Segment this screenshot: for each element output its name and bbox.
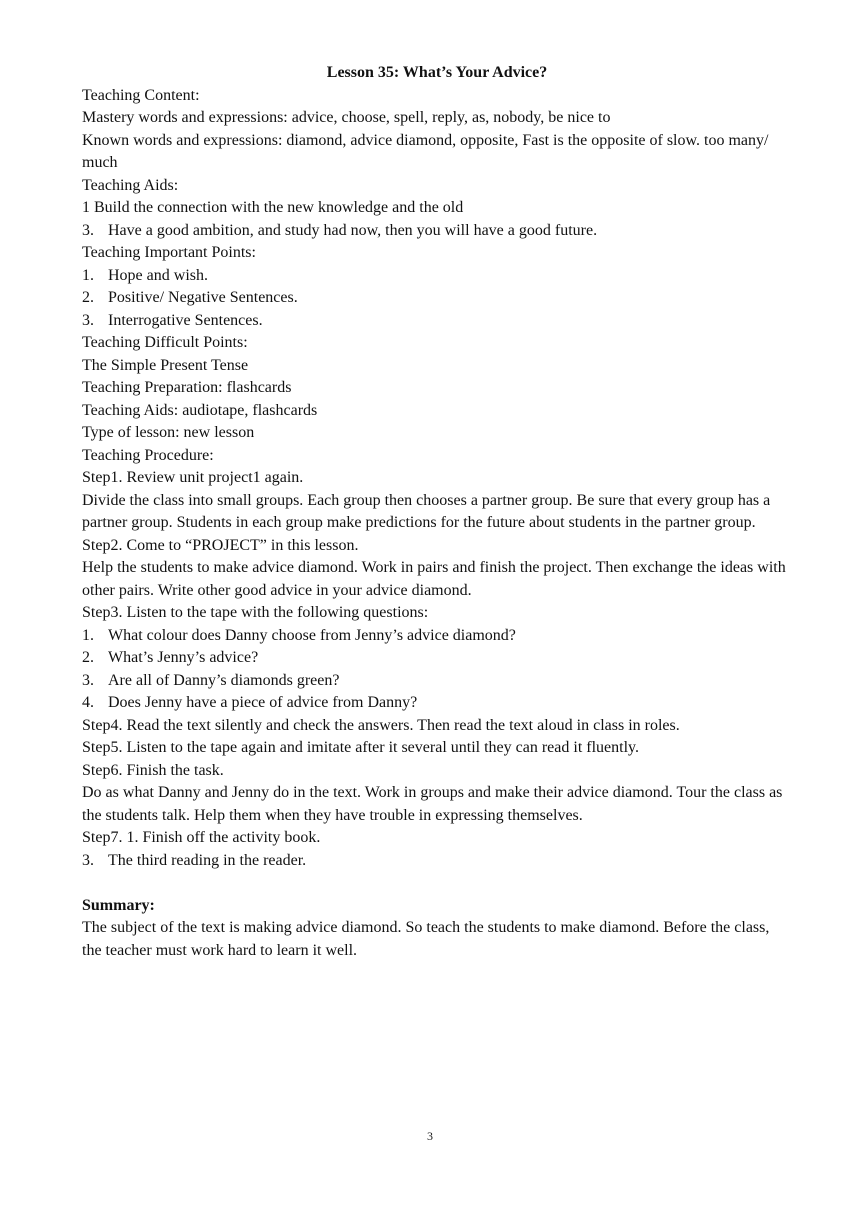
simple-present-line: The Simple Present Tense (82, 356, 249, 374)
teaching-aids-line: Teaching Aids: audiotape, flashcards (82, 401, 318, 419)
mastery-words-line: Mastery words and expressions: advice, choose, spell, reply, as, nobody, be nice to (82, 109, 611, 126)
question-text: Does Jenny have a piece of advice from Danny? (108, 694, 418, 711)
step2-heading: Step2. Come to “PROJECT” in this lesson. (82, 536, 359, 554)
ambition-text: Have a good ambition, and study had now, then you will have a good future. (108, 221, 598, 239)
reader-number: 3. (82, 851, 94, 869)
build-connection-line: 1 Build the connection with the new knowledge and the old (82, 199, 464, 216)
important-point-text: Interrogative Sentences. (108, 311, 263, 329)
important-point-number: 3. (82, 311, 94, 329)
teaching-content-heading: Teaching Content: (82, 86, 200, 104)
important-point-text: Hope and wish. (108, 266, 208, 284)
summary-text: The subject of the text is making advice diamond. So teach the students to make diamond. Before the class, the teacher must work hard to learn it well. (82, 919, 770, 959)
spacer (82, 872, 792, 895)
page-number: 3 (427, 1129, 433, 1143)
step4-line: Step4. Read the text silently and check the answers. Then read the text aloud in class in roles. (82, 716, 680, 734)
reader-item (82, 850, 792, 873)
procedure-heading: Teaching Procedure: (82, 446, 214, 464)
important-point-number: 2. (82, 289, 94, 306)
question-number: 4. (82, 694, 94, 711)
preparation-line: Teaching Preparation: flashcards (82, 379, 292, 396)
step6-heading: Step6. Finish the task. (82, 761, 224, 779)
important-point-item (82, 287, 792, 310)
important-point-text: Positive/ Negative Sentences. (108, 289, 298, 306)
step5-line: Step5. Listen to the tape again and imitate after it several until they can read it fluently. (82, 739, 639, 756)
important-point-number: 1. (82, 266, 94, 284)
document-body (82, 62, 792, 962)
teaching-aids-heading: Teaching Aids: (82, 176, 179, 194)
lesson-type-line: Type of lesson: new lesson (82, 424, 255, 441)
question-text: Are all of Danny’s diamonds green? (108, 671, 340, 689)
step7-line: Step7. 1. Finish off the activity book. (82, 829, 321, 846)
known-words-line: Known words and expressions: diamond, advice diamond, opposite, Fast is the opposite of slow. too many/ much (82, 131, 769, 171)
ambition-item (82, 220, 792, 243)
question-number: 2. (82, 649, 94, 666)
summary-heading: Summary: (82, 896, 155, 914)
question-text: What colour does Danny choose from Jenny’s advice diamond? (108, 626, 516, 644)
question-number: 3. (82, 671, 94, 689)
question-item (82, 692, 792, 715)
question-number: 1. (82, 626, 94, 644)
step3-heading: Step3. Listen to the tape with the following questions: (82, 604, 429, 621)
important-point-item (82, 310, 792, 333)
step2-description: Help the students to make advice diamond. Work in pairs and finish the project. Then exchange the ideas with other pairs. Write other good advice in your advice diamond. (82, 559, 786, 599)
ambition-number: 3. (82, 221, 94, 239)
question-text: What’s Jenny’s advice? (108, 649, 259, 666)
question-item (82, 625, 792, 648)
question-item (82, 670, 792, 693)
difficult-points-heading: Teaching Difficult Points: (82, 334, 248, 351)
important-point-item (82, 265, 792, 288)
important-points-heading: Teaching Important Points: (82, 244, 256, 261)
reader-text: The third reading in the reader. (108, 851, 307, 869)
step1-heading: Step1. Review unit project1 again. (82, 469, 304, 486)
step1-description: Divide the class into small groups. Each group then chooses a partner group. Be sure that every group has a partner group. Students in each group make predictions for the future about students in the partner group. (82, 491, 771, 531)
step6-description: Do as what Danny and Jenny do in the text. Work in groups and make their advice diamond. Tour the class as the students talk. Help them when they have trouble in expressing themselves. (82, 784, 783, 824)
question-item (82, 647, 792, 670)
lesson-title: Lesson 35: What’s Your Advice? (326, 64, 548, 81)
